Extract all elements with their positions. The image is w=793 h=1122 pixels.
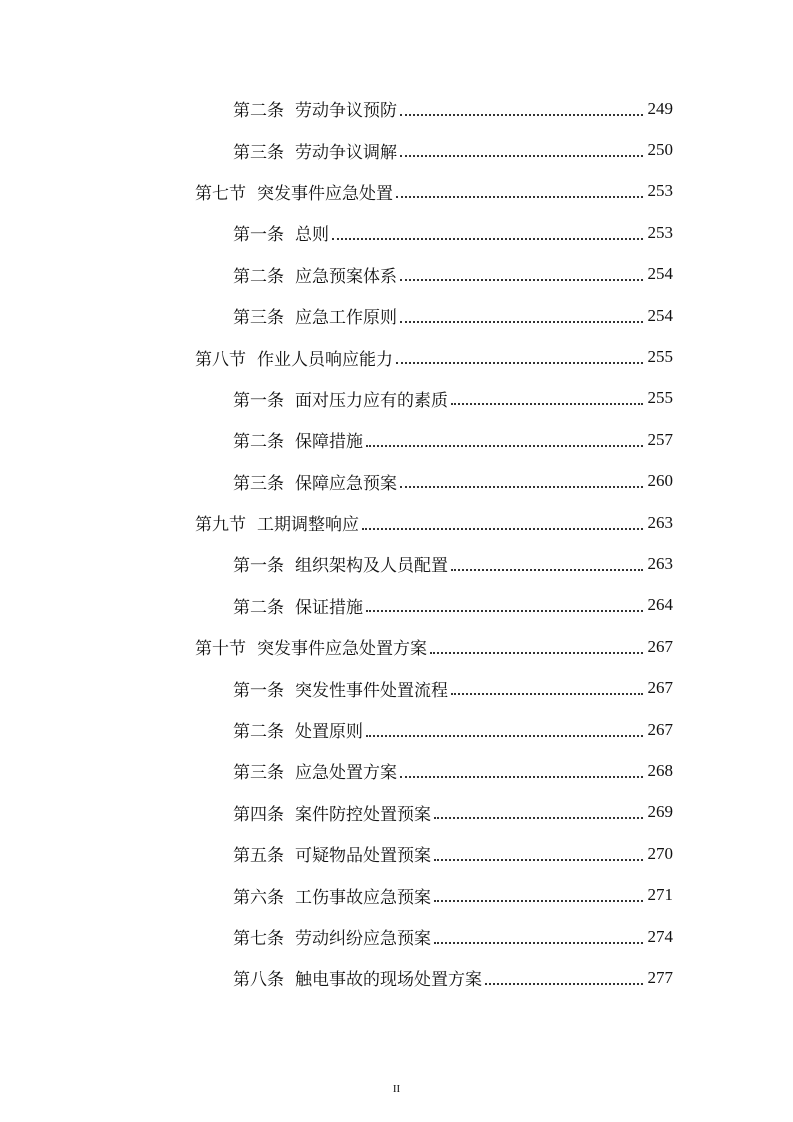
toc-entry-title: 突发事件应急处置	[257, 183, 393, 204]
toc-entry-page-number: 271	[647, 885, 673, 905]
table-of-contents	[0, 88, 793, 999]
toc-entry-page-number: 267	[647, 636, 673, 656]
toc-entry-section[interactable]	[0, 626, 793, 667]
toc-entry-title: 保障措施	[295, 432, 363, 453]
toc-entry-article[interactable]	[0, 585, 793, 626]
toc-entry-article[interactable]	[0, 874, 793, 915]
toc-entry-title: 应急处置方案	[295, 763, 397, 784]
dot-leader	[400, 279, 643, 281]
dot-leader	[430, 652, 643, 654]
toc-entry-title: 处置原则	[295, 722, 363, 743]
toc-entry-number: 第七节	[195, 183, 246, 204]
toc-entry-article[interactable]	[0, 129, 793, 170]
dot-leader	[400, 114, 643, 116]
toc-entry-page-number: 255	[647, 388, 673, 408]
toc-entry-title: 总则	[295, 225, 329, 246]
toc-entry-article[interactable]	[0, 957, 793, 998]
toc-entry-section[interactable]	[0, 171, 793, 212]
dot-leader	[400, 776, 643, 778]
toc-entry-page-number: 268	[647, 760, 673, 780]
dot-leader	[434, 942, 643, 944]
toc-entry-number: 第三条	[233, 763, 284, 784]
toc-entry-number: 第八条	[233, 970, 284, 991]
dot-leader	[451, 403, 643, 405]
toc-entry-title: 劳动争议预防	[295, 101, 397, 122]
toc-entry-title: 触电事故的现场处置方案	[295, 970, 482, 991]
dot-leader	[485, 983, 643, 985]
toc-entry-article[interactable]	[0, 212, 793, 253]
dot-leader	[400, 155, 643, 157]
toc-entry-number: 第二条	[233, 597, 284, 618]
toc-entry-page-number: 277	[647, 967, 673, 987]
toc-entry-page-number: 250	[647, 140, 673, 160]
dot-leader	[434, 859, 643, 861]
toc-entry-page-number: 274	[647, 926, 673, 946]
toc-entry-number: 第十节	[195, 639, 246, 660]
toc-entry-title: 突发性事件处置流程	[295, 680, 448, 701]
toc-entry-article[interactable]	[0, 667, 793, 708]
toc-entry-article[interactable]	[0, 792, 793, 833]
dot-leader	[434, 817, 643, 819]
toc-entry-number: 第一条	[233, 556, 284, 577]
dot-leader	[434, 900, 643, 902]
toc-entry-title: 应急工作原则	[295, 308, 397, 329]
toc-entry-article[interactable]	[0, 461, 793, 502]
toc-entry-article[interactable]	[0, 254, 793, 295]
toc-entry-page-number: 260	[647, 471, 673, 491]
toc-entry-number: 第三条	[233, 142, 284, 163]
dot-leader	[451, 569, 643, 571]
toc-entry-title: 保证措施	[295, 597, 363, 618]
dot-leader	[362, 528, 643, 530]
toc-entry-page-number: 264	[647, 595, 673, 615]
toc-entry-article[interactable]	[0, 88, 793, 129]
toc-entry-number: 第二条	[233, 722, 284, 743]
toc-entry-page-number: 257	[647, 429, 673, 449]
toc-entry-title: 可疑物品处置预案	[295, 846, 431, 867]
toc-entry-title: 组织架构及人员配置	[295, 556, 448, 577]
dot-leader	[400, 321, 643, 323]
toc-entry-article[interactable]	[0, 419, 793, 460]
toc-entry-number: 第一条	[233, 680, 284, 701]
dot-leader	[396, 196, 643, 198]
toc-entry-page-number: 254	[647, 264, 673, 284]
toc-entry-article[interactable]	[0, 543, 793, 584]
toc-entry-article[interactable]	[0, 916, 793, 957]
toc-entry-title: 劳动纠纷应急预案	[295, 929, 431, 949]
toc-entry-page-number: 267	[647, 678, 673, 698]
toc-entry-article[interactable]	[0, 833, 793, 874]
toc-entry-number: 第一条	[233, 390, 284, 411]
dot-leader	[366, 735, 643, 737]
toc-entry-number: 第四条	[233, 804, 284, 825]
toc-entry-number: 第二条	[233, 101, 284, 122]
toc-entry-page-number: 269	[647, 802, 673, 822]
dot-leader	[366, 445, 643, 447]
toc-entry-page-number: 253	[647, 222, 673, 242]
toc-entry-page-number: 270	[647, 843, 673, 863]
toc-entry-article[interactable]	[0, 295, 793, 336]
toc-entry-number: 第三条	[233, 308, 284, 329]
toc-entry-number: 第二条	[233, 432, 284, 453]
toc-entry-number: 第七条	[233, 929, 284, 949]
toc-entry-page-number: 263	[647, 512, 673, 532]
dot-leader	[396, 362, 643, 364]
toc-entry-number: 第三条	[233, 473, 284, 494]
toc-entry-title: 案件防控处置预案	[295, 804, 431, 825]
toc-entry-number: 第二条	[233, 266, 284, 287]
toc-entry-title: 工期调整响应	[257, 515, 359, 536]
toc-entry-title: 突发事件应急处置方案	[257, 639, 427, 660]
toc-entry-number: 第八节	[195, 349, 246, 370]
toc-entry-title: 面对压力应有的素质	[295, 390, 448, 411]
toc-entry-title: 工伤事故应急预案	[295, 887, 431, 908]
toc-entry-article[interactable]	[0, 750, 793, 791]
toc-entry-number: 第一条	[233, 225, 284, 246]
dot-leader	[400, 486, 643, 488]
dot-leader	[366, 610, 643, 612]
toc-entry-title: 应急预案体系	[295, 266, 397, 287]
toc-entry-page-number: 267	[647, 719, 673, 739]
toc-entry-title: 作业人员响应能力	[257, 349, 393, 370]
toc-entry-number: 第九节	[195, 515, 246, 536]
toc-entry-number: 第五条	[233, 846, 284, 867]
toc-entry-title: 保障应急预案	[295, 473, 397, 494]
toc-entry-page-number: 255	[647, 347, 673, 367]
toc-entry-section[interactable]	[0, 336, 793, 377]
page-number: II	[392, 1083, 401, 1095]
toc-entry-title: 劳动争议调解	[295, 142, 397, 163]
dot-leader	[332, 238, 643, 240]
toc-entry-page-number: 263	[647, 553, 673, 573]
toc-entry-section[interactable]	[0, 502, 793, 543]
toc-entry-article[interactable]	[0, 709, 793, 750]
toc-entry-article[interactable]	[0, 378, 793, 419]
toc-entry-page-number: 254	[647, 305, 673, 325]
toc-entry-page-number: 249	[647, 98, 673, 118]
dot-leader	[451, 693, 643, 695]
toc-entry-page-number: 253	[647, 181, 673, 201]
toc-entry-number: 第六条	[233, 887, 284, 908]
